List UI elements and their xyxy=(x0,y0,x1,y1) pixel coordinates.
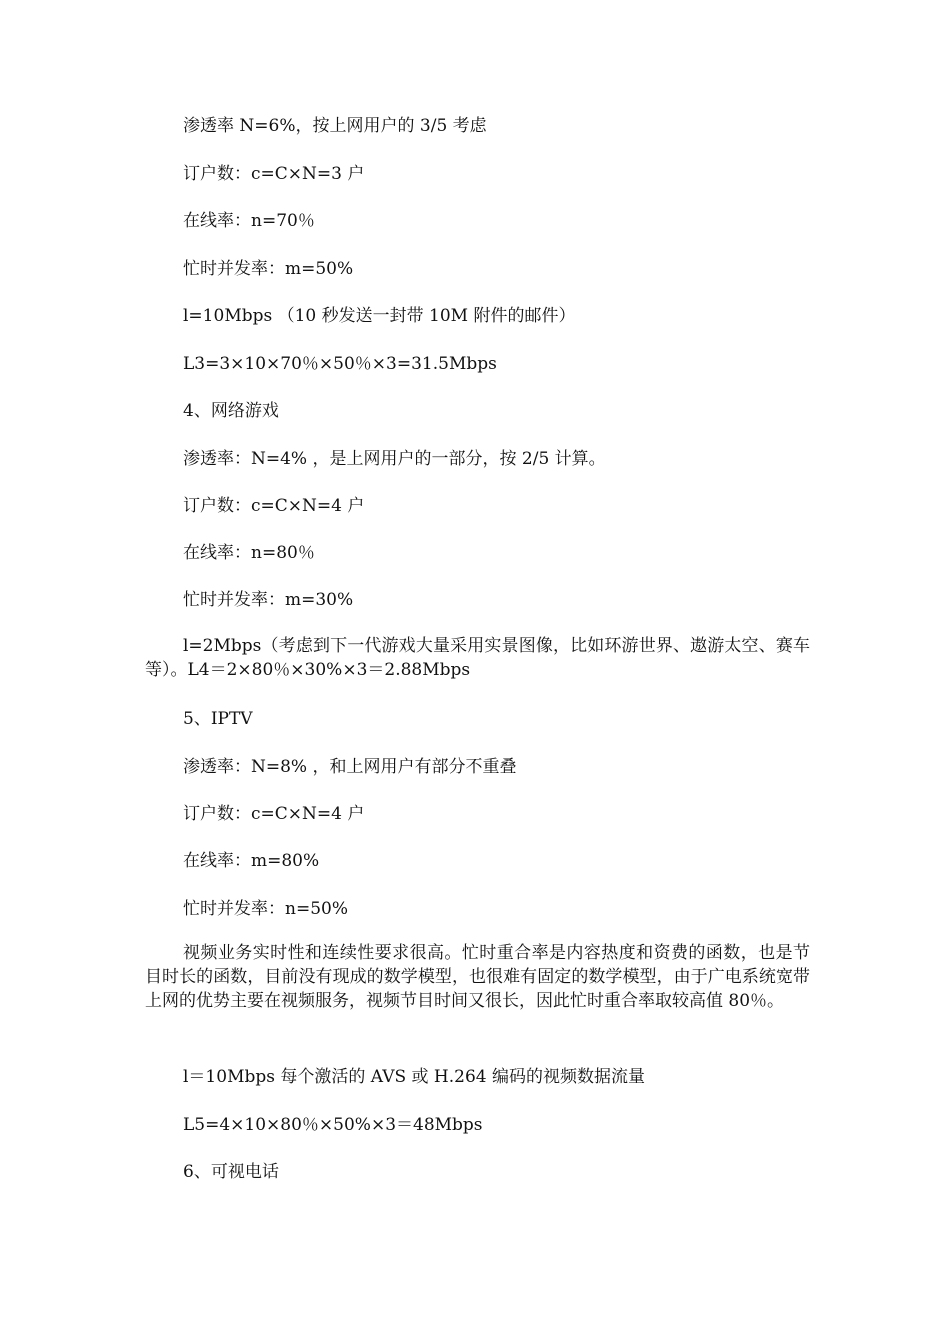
concurrency-rate-games: 忙时并发率：m=30% xyxy=(183,590,354,610)
bandwidth-iptv: l＝10Mbps 每个激活的 AVS 或 H.264 编码的视频数据流量 xyxy=(183,1067,646,1087)
formula-l5: L5=4×10×80％×50%×3＝48Mbps xyxy=(183,1115,483,1135)
formula-l3: L3=3×10×70％×50％×3=31.5Mbps xyxy=(183,354,497,374)
bandwidth-email: l=10Mbps （10 秒发送一封带 10M 附件的邮件） xyxy=(183,306,576,326)
concurrency-rate-email: 忙时并发率：m=50% xyxy=(183,259,354,279)
online-rate-email: 在线率：n=70％ xyxy=(183,211,315,231)
subscriber-count-games: 订户数：c=C×N=4 户 xyxy=(183,496,365,516)
section-heading-online-games: 4、网络游戏 xyxy=(183,401,279,421)
online-rate-games: 在线率：n=80％ xyxy=(183,543,315,563)
concurrency-rate-iptv: 忙时并发率：n=50% xyxy=(183,899,348,919)
penetration-rate-games: 渗透率：N=4% ，是上网用户的一部分，按 2/5 计算。 xyxy=(183,449,606,469)
online-rate-iptv: 在线率：m=80% xyxy=(183,851,320,871)
section-heading-iptv: 5、IPTV xyxy=(183,709,253,729)
video-service-paragraph: 视频业务实时性和连续性要求很高。忙时重合率是内容热度和资费的函数，也是节目时长的函数，目前没有现成的数学模型，也很难有固定的数学模型，由于广电系统宽带上网的优势主要在视频服务，视频节目时间又很长，因此忙时重合率取较高值 80％。 xyxy=(145,943,810,1011)
penetration-rate-email: 渗透率 N=6%，按上网用户的 3/5 考虑 xyxy=(183,116,487,136)
bandwidth-games-paragraph: l=2Mbps（考虑到下一代游戏大量采用实景图像，比如环游世界、遨游太空、赛车等）。L4＝2×80％×30%×3＝2.88Mbps xyxy=(145,636,810,680)
subscriber-count-iptv: 订户数：c=C×N=4 户 xyxy=(183,804,365,824)
penetration-rate-iptv: 渗透率：N=8% ，和上网用户有部分不重叠 xyxy=(183,757,517,777)
subscriber-count-email: 订户数：c=C×N=3 户 xyxy=(183,164,365,184)
section-heading-video-phone: 6、可视电话 xyxy=(183,1162,279,1182)
